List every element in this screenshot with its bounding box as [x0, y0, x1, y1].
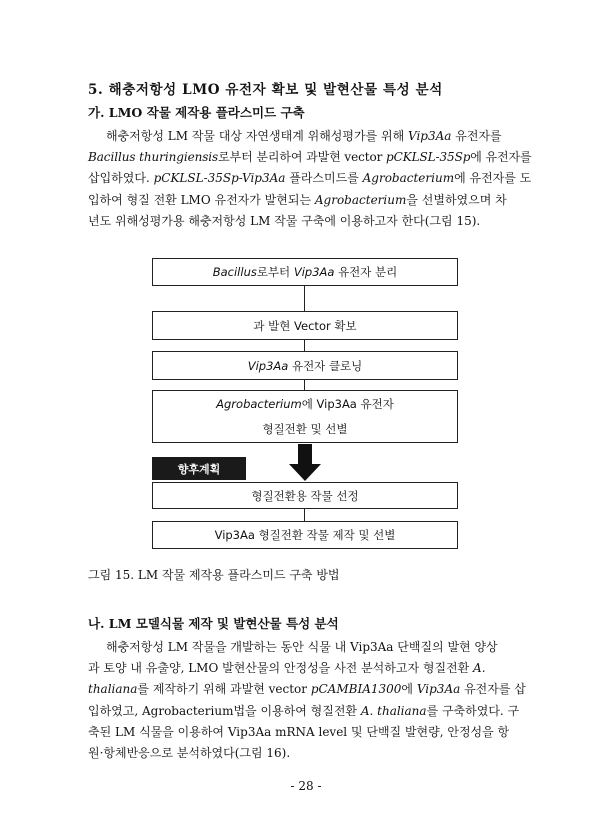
- italic-term: Agrobacterium: [362, 171, 455, 186]
- italic-term: A. thaliana: [360, 703, 427, 718]
- flow-connector-2: [304, 340, 305, 351]
- flow-step-1: [152, 258, 458, 286]
- flow-step-4: [152, 390, 458, 443]
- italic-term: pCKLSL-35Sp-Vip3Aa: [153, 171, 286, 186]
- italic-term: pCKLSL-35Sp: [386, 150, 471, 165]
- subsection-b-heading: 나. LM 모델식물 제작 및 발현산물 특성 분석: [88, 616, 339, 631]
- flow-step-4-tail: 에 Vip3Aa 유전자: [301, 396, 394, 411]
- flow-step-3-gene: Vip3Aa: [247, 358, 289, 373]
- flow-step-1-bacillus: Bacillus: [212, 265, 257, 279]
- para-b-line-2: 과 토양 내 유출양, LMO 발현산물의 안정성을 사전 분석하고자 형질전환 A.: [88, 661, 486, 676]
- para-b-line-4: 입하였고, Agrobacterium법을 이용하여 형질전환 A. thaliana를 구축하였다. 구: [88, 703, 520, 718]
- italic-term: thaliana: [88, 682, 138, 697]
- para-a-line-4: 입하여 형질 전환 LMO 유전자가 발현되는 Agrobacterium을 선별하였으며 차: [88, 192, 507, 207]
- italic-term: pCAMBIA1300: [310, 682, 402, 697]
- flow-step-5-label: 형질전환용 작물 선정: [251, 488, 359, 503]
- flow-step-1-gene: Vip3Aa: [293, 265, 335, 279]
- flow-step-6: [152, 521, 458, 549]
- flow-step-3: [152, 351, 458, 380]
- italic-term: Vip3Aa: [416, 682, 461, 697]
- flow-step-4-agrobacterium: Agrobacterium: [216, 396, 302, 411]
- para-a-line-1: 해충저항성 LM 작물 대상 자연생태계 위해성평가를 위해 Vip3Aa 유전자를: [106, 129, 502, 143]
- flow-step-5: [152, 482, 458, 509]
- flow-step-2-label: 과 발현 Vector 확보: [253, 318, 357, 333]
- subsection-a-heading: 가. LMO 작물 제작용 플라스미드 구축: [88, 105, 305, 120]
- page-number: - 28 -: [290, 779, 322, 793]
- flow-connector-3: [304, 380, 305, 390]
- flow-step-1-mid: 로부터: [256, 265, 294, 279]
- figure-caption: 그림 15. LM 작물 제작용 플라스미드 구축 방법: [88, 568, 340, 582]
- section-heading: 5. 해충저항성 LMO 유전자 확보 및 발현산물 특성 분석: [88, 82, 443, 98]
- para-b-line-5: 축된 LM 식물을 이용하여 Vip3Aa mRNA level 및 단백질 발현량, 안정성을 항: [88, 724, 510, 739]
- flow-step-2: [152, 311, 458, 340]
- subsection-a-paragraph: [88, 126, 532, 232]
- flow-step-4-line2: 형질전환 및 선별: [262, 422, 348, 437]
- flow-step-1-tail: 유전자 분리: [334, 265, 398, 279]
- future-plan-tag: 향후계획: [152, 457, 246, 480]
- flow-step-3-tail: 유전자 클로닝: [288, 358, 363, 373]
- para-a-line-3: 삽입하였다. pCKLSL-35Sp-Vip3Aa 플라스미드를 Agrobacterium에 유전자를 도: [88, 171, 532, 186]
- flow-step-6-label: Vip3Aa 형질전환 작물 제작 및 선별: [214, 528, 396, 542]
- para-a-line-2: Bacillus thuringiensis로부터 분리하여 과발현 vector pCKLSL-35Sp에 유전자를: [88, 150, 532, 165]
- italic-term: Bacillus thuringiensis: [88, 150, 219, 165]
- down-arrow-icon: [288, 444, 322, 482]
- para-b-line-3: thaliana를 제작하기 위해 과발현 vector pCAMBIA1300에 Vip3Aa 유전자를 삽: [88, 682, 526, 697]
- italic-term: Vip3Aa: [407, 129, 452, 143]
- para-b-line-1: 해충저항성 LM 작물을 개발하는 동안 식물 내 Vip3Aa 단백질의 발현 양상: [106, 640, 498, 654]
- flow-connector-1: [304, 286, 305, 311]
- italic-term: Agrobacterium: [314, 192, 407, 207]
- subsection-b-paragraph: [88, 637, 532, 764]
- para-a-line-5: 년도 위해성평가용 해충저항성 LM 작물 구축에 이용하고자 한다(그림 15).: [88, 213, 481, 228]
- italic-term: A.: [473, 661, 486, 676]
- para-b-line-6: 원·항체반응으로 분석하였다(그림 16).: [88, 745, 291, 760]
- flow-connector-5: [304, 509, 305, 521]
